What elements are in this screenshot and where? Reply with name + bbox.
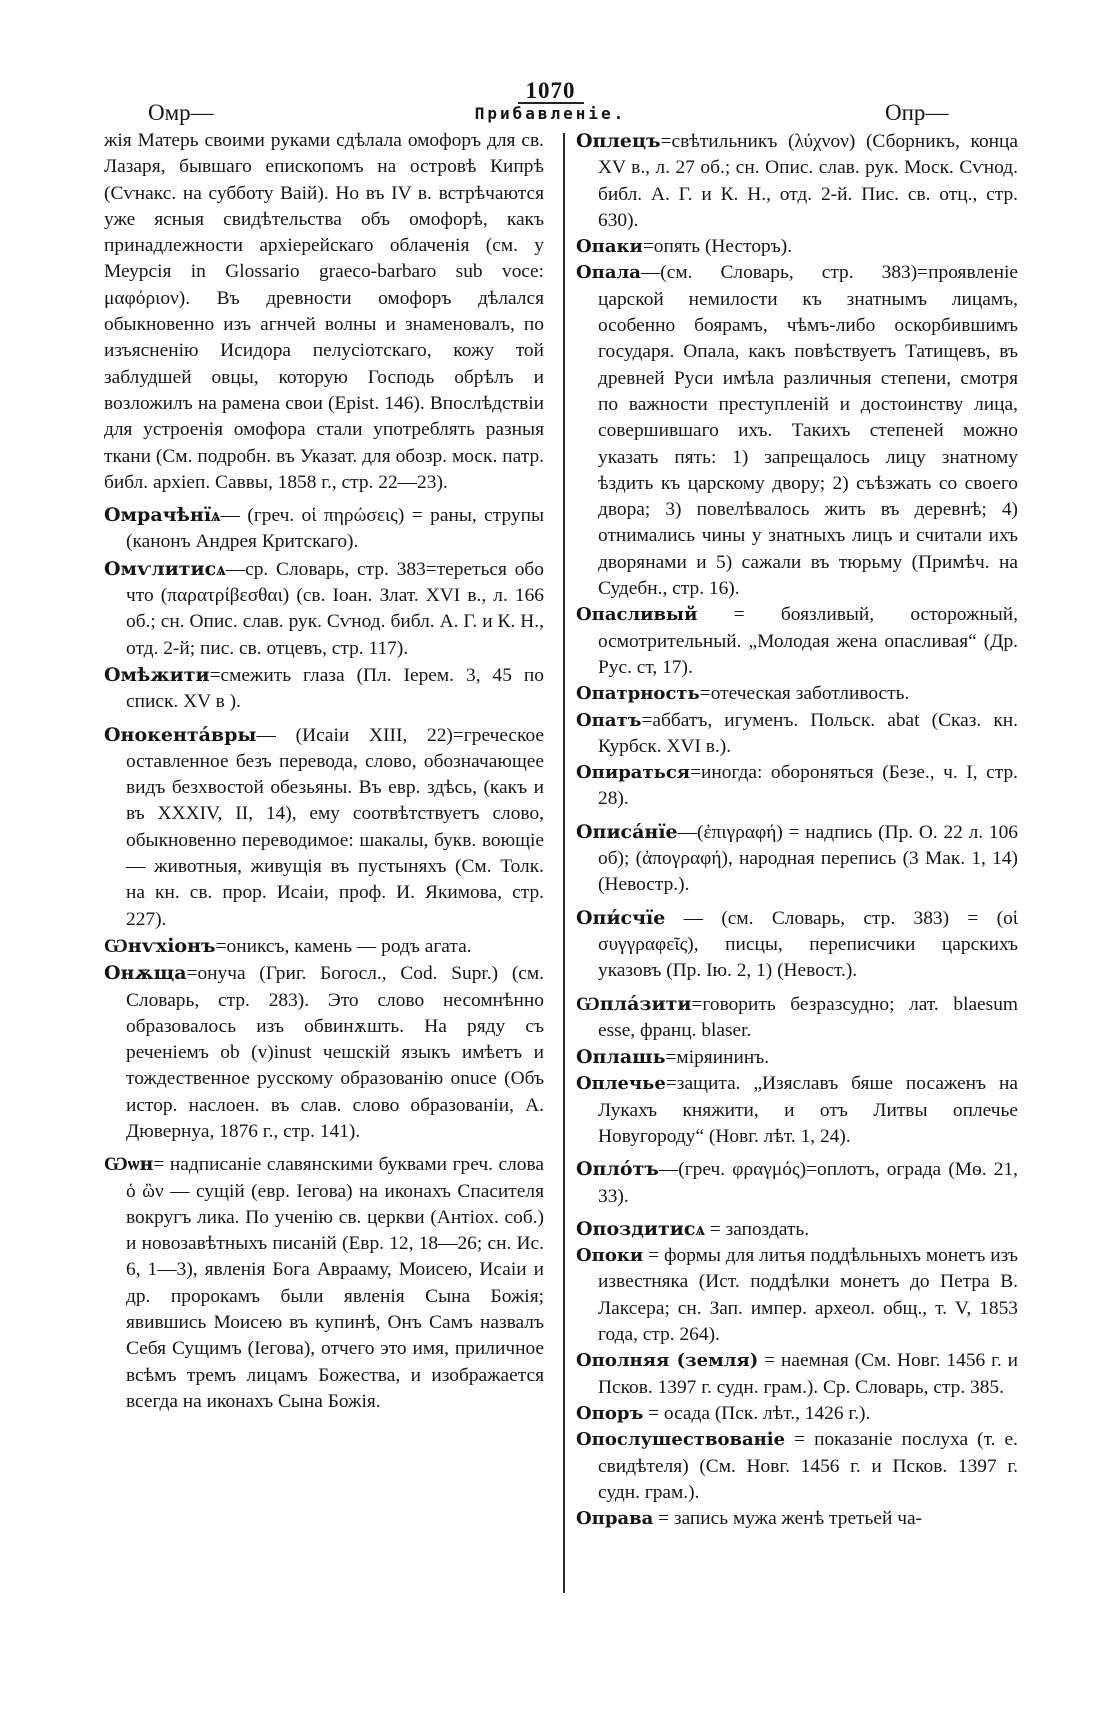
entry-text: =аббатъ, игуменъ. Польск. abat (Сказ. кн. Курбск. XVI в.).: [598, 709, 1018, 757]
entry-text: = показаніе послуха (т. е. свидѣтеля) (См. Новг. 1456 г. и Псков. 1397 г. судн. грам.).: [598, 1429, 1018, 1503]
dictionary-entry: [576, 128, 1018, 234]
entry-headword: Опло́тъ: [576, 1158, 659, 1181]
entry-text: = осада (Пск. лѣт., 1426 г.).: [643, 1402, 871, 1424]
entry-text: =міряининъ.: [665, 1047, 770, 1069]
entry-text: = боязливый, осторожный, осмотрительный. „Молодая жена опасливая“ (Др. Рус. ст, 17).: [598, 604, 1018, 678]
entry-headword: Ѡнѵхіонъ: [104, 934, 216, 957]
entry-headword: Опаки: [576, 236, 643, 258]
dictionary-entry: [576, 708, 1018, 761]
entry-text: =смежить глаза (Пл. Іерем. 3, 45 по списк. XV в ).: [126, 664, 544, 713]
dictionary-entry: [576, 1427, 1018, 1506]
entry-text: =ониксъ, камень — родъ агата.: [215, 935, 472, 957]
dictionary-entry: [576, 1348, 1018, 1401]
entry-headword: Ѡѡн: [104, 1153, 154, 1176]
dictionary-entry: [576, 1156, 1018, 1210]
dictionary-entry: [576, 1506, 1018, 1532]
entry-headword: Описáнїе: [576, 820, 678, 843]
guide-word-right: Опр—: [885, 100, 949, 125]
entry-text: =опять (Несторъ).: [642, 236, 793, 258]
entry-text: —(ἐπιγραφή) = надпись (Пр. О. 22 л. 106 об); (ἀπογραφή), народная перепись (3 Мак. 1, 14) (Невостр.).: [598, 821, 1018, 896]
entry-text: = запоздать.: [704, 1218, 810, 1240]
entry-headword: Омѵлитисѧ: [104, 557, 226, 580]
entry-headword: Опираться: [576, 762, 691, 784]
entry-headword: Оплашь: [576, 1046, 666, 1069]
entry-text: =защита. „Изяславъ бяше посаженъ на Лукахъ княжити, и отъ Литвы оплечье Новугороду“ (Новг. лѣт. 1, 24).: [598, 1073, 1018, 1147]
dictionary-entry: [104, 556, 544, 662]
entry-text: =иногда: обороняться (Безе., ч. I, стр. 28).: [598, 762, 1018, 810]
entry-headword: Омѣжити: [104, 663, 210, 686]
entry-text: — (см. Словарь, стр. 383) = (οἱ συγγραφεῖς), писцы, переписчики царскихъ указовъ (Пр. Ію. 2, 1) (Невост.).: [598, 907, 1018, 982]
entry-headword: Опоръ: [576, 1402, 644, 1424]
guide-word-left: Омр—: [148, 100, 214, 125]
entry-text: —(греч. φραγμός)=оплотъ, ограда (Мѳ. 21, 33).: [598, 1159, 1018, 1207]
entry-text: =говорить безразсудно; лат. blaesum esse, франц. blaser.: [598, 993, 1018, 1041]
dictionary-entry: [104, 128, 544, 496]
entry-headword: Оплечье: [576, 1073, 666, 1095]
entry-text: = запись мужа женѣ третьей ча-: [653, 1508, 923, 1530]
entry-headword: Опоки: [576, 1245, 644, 1267]
dictionary-entry: [576, 681, 1018, 707]
entry-text: — (Исаіи XIII, 22)=греческое оставленное безъ перевода, слово, обозначающее видъ безхвостой обезьяны. Въ евр. здѣсь, (какъ и въ XXXIV, II, 14), ему соотвѣтствуетъ слово, обыкновенно переводимое: шакалы, букв. воющіе — животныя, живущія въ пустыняхъ (См. Толк. на кн. св. прор. Исаіи, проф. И. Якимова, стр. 227).: [126, 724, 544, 930]
dictionary-entry: [104, 722, 544, 933]
entry-text: =онуча (Григ. Богосл., Cod. Supr.) (см. Словарь, стр. 283). Это слово несомнѣнно образовалось изъ обвинѫшть. На ряду съ реченіемъ ob (v)inust чешскій языкъ имѣетъ и тождественное русскому образованію onuce (Объ истор. наслоен. въ слав. слово образованіи, А. Дювернуа, 1876 г., стр. 141).: [126, 963, 544, 1142]
entry-headword: Опатъ: [576, 709, 642, 731]
dictionary-entry: [104, 933, 544, 960]
entry-text: — (греч. οἱ πηρώσεις) = раны, струпы (канонъ Андрея Критскаго).: [126, 505, 544, 553]
entry-text: = надписаніе славянскими буквами греч. слова ὁ ὢν — сущій (евр. Іегова) на иконахъ Спасителя вокругъ лика. По ученію св. церкви (Антіох. соб.) и новозавѣтныхъ писаній (Евр. 12, 18—26; сн. Ис. 6, 1—3), явленія Бога Аврааму, Моисею, Исаіи и др. пророкамъ были явленія Сына Божія; явившись Моисею въ купинѣ, Онъ Самъ назвалъ Себя Сущимъ (Іегова), отчего это имя, приличное всѣмъ тремъ лицамъ Божества, и изображается всегда на иконахъ Сына Божія.: [126, 1154, 544, 1412]
dictionary-entry: [576, 819, 1018, 899]
dictionary-entry: [576, 1401, 1018, 1427]
entry-headword: Онокентáвры: [104, 723, 257, 746]
dictionary-entry: [104, 502, 544, 556]
dictionary-entry: [576, 1216, 1018, 1243]
dictionary-entry: [104, 1151, 544, 1415]
entry-text: = наемная (См. Новг. 1456 г. и Псков. 1397 г. судн. грам.). Ср. Словарь, стр. 385.: [598, 1350, 1018, 1398]
dictionary-entry: [576, 234, 1018, 260]
running-header: [0, 100, 1101, 130]
running-title: Прибавленіе.: [474, 104, 627, 123]
entry-text: жія Матерь своими руками сдѣлала омофоръ для св. Лазаря, бывшаго епископомъ на островѣ Кипрѣ (Сѵнакс. на субботу Ваій). Но въ IV в. встрѣчаются уже ясныя свидѣтельства объ омофорѣ, какъ принадлежности архіерейскаго облаченія (см. у Меурсія in Glossario graeco-barbaro sub voce: μαφόριον). Въ древности омофоръ дѣлался обыкновенно изъ агнчей волны и знаменовалъ, по изъясненію Исидора пелусіотскаго, кожу той заблудшей овцы, которую Господь обрѣлъ и возложилъ на рамена свои (Epist. 146). Впослѣдствіи для устроенія омофора стали употреблять разныя ткани (См. подробн. въ Указат. для обозр. моск. патр. библ. архіеп. Саввы, 1858 г., стр. 22—23).: [104, 130, 544, 493]
dictionary-entry: [576, 1071, 1018, 1150]
dictionary-entry: [576, 602, 1018, 681]
entry-headword: Омрачѣнїѧ: [104, 504, 221, 527]
entry-headword: Оплецъ: [576, 130, 661, 152]
dictionary-entry: [104, 662, 544, 716]
entry-headword: Опослушествованіе: [576, 1429, 786, 1451]
entry-headword: Ѡпла́зити: [576, 992, 692, 1015]
entry-text: —(см. Словарь, стр. 383)=проявленіе царской немилости къ знатнымъ лицамъ, особенно боярамъ, чѣмъ-либо оскорбившимъ государя. Опала, какъ повѣствуетъ Татищевъ, въ древней Руси имѣла различныя степени, смотря по важности преступленій и достоинству лица, совершившаго ихъ. Такихъ степеней можно указать пять: 1) запрещалось лицу знатному ѣздить къ царскому двору; 2) съѣзжать со своего двора; 3) повелѣвалось жить въ деревнѣ; 4) отнимались чины у знатныхъ лицъ и считали ихъ дворянами и 5) сажали въ тюрьму (Примѣч. на Судебн., стр. 16).: [598, 262, 1018, 600]
entry-headword: Опасливый: [576, 604, 698, 626]
entry-text: =свѣтильникъ (λύχνον) (Сборникъ, конца XV в., л. 27 об.; сн. Опис. слав. рук. Моск. Сѵнод. библ. А. Г. и К. Н., отд. 2-й. Пис. св. отц., стр. 630).: [598, 131, 1018, 231]
dictionary-entry: [576, 991, 1018, 1045]
dictionary-entry: [576, 905, 1018, 985]
entry-headword: Опала: [576, 262, 641, 284]
entry-headword: Ополняя (земля): [576, 1350, 759, 1372]
entry-headword: Оправа: [576, 1508, 654, 1530]
entry-headword: Онѫща: [104, 962, 187, 985]
entry-text: —ср. Словарь, стр. 383=тереться обо что (παρατρίβεσθαι) (св. Іоан. Злат. XVI в., л. 166 об.; сн. Опис. слав. рук. Сѵнод. библ. А. Г. и К. Н., отд. 2-й; пис. св. отцевъ, стр. 117).: [126, 558, 544, 659]
dictionary-entry: [576, 260, 1018, 602]
dictionary-entry: [576, 760, 1018, 813]
entry-headword: Опатрность: [576, 683, 700, 705]
page-number: 1070: [0, 78, 1101, 104]
right-column: [576, 128, 1018, 1532]
entry-headword: Опоздитисѧ: [576, 1217, 705, 1240]
left-column: [104, 128, 544, 1415]
dictionary-entry: [576, 1044, 1018, 1071]
dictionary-entry: [104, 960, 544, 1145]
entry-text: = формы для литья поддѣльныхъ монетъ изъ известняка (Ист. поддѣлки монетъ до Петра В. Лаксера; сн. Зап. импер. археол. общ., т. V, 1853 года, стр. 264).: [598, 1245, 1018, 1346]
entry-text: =отеческая заботливость.: [699, 683, 910, 705]
dictionary-entry: [576, 1243, 1018, 1348]
entry-headword: Опи́счїе: [576, 906, 666, 929]
column-divider: [563, 133, 565, 1593]
